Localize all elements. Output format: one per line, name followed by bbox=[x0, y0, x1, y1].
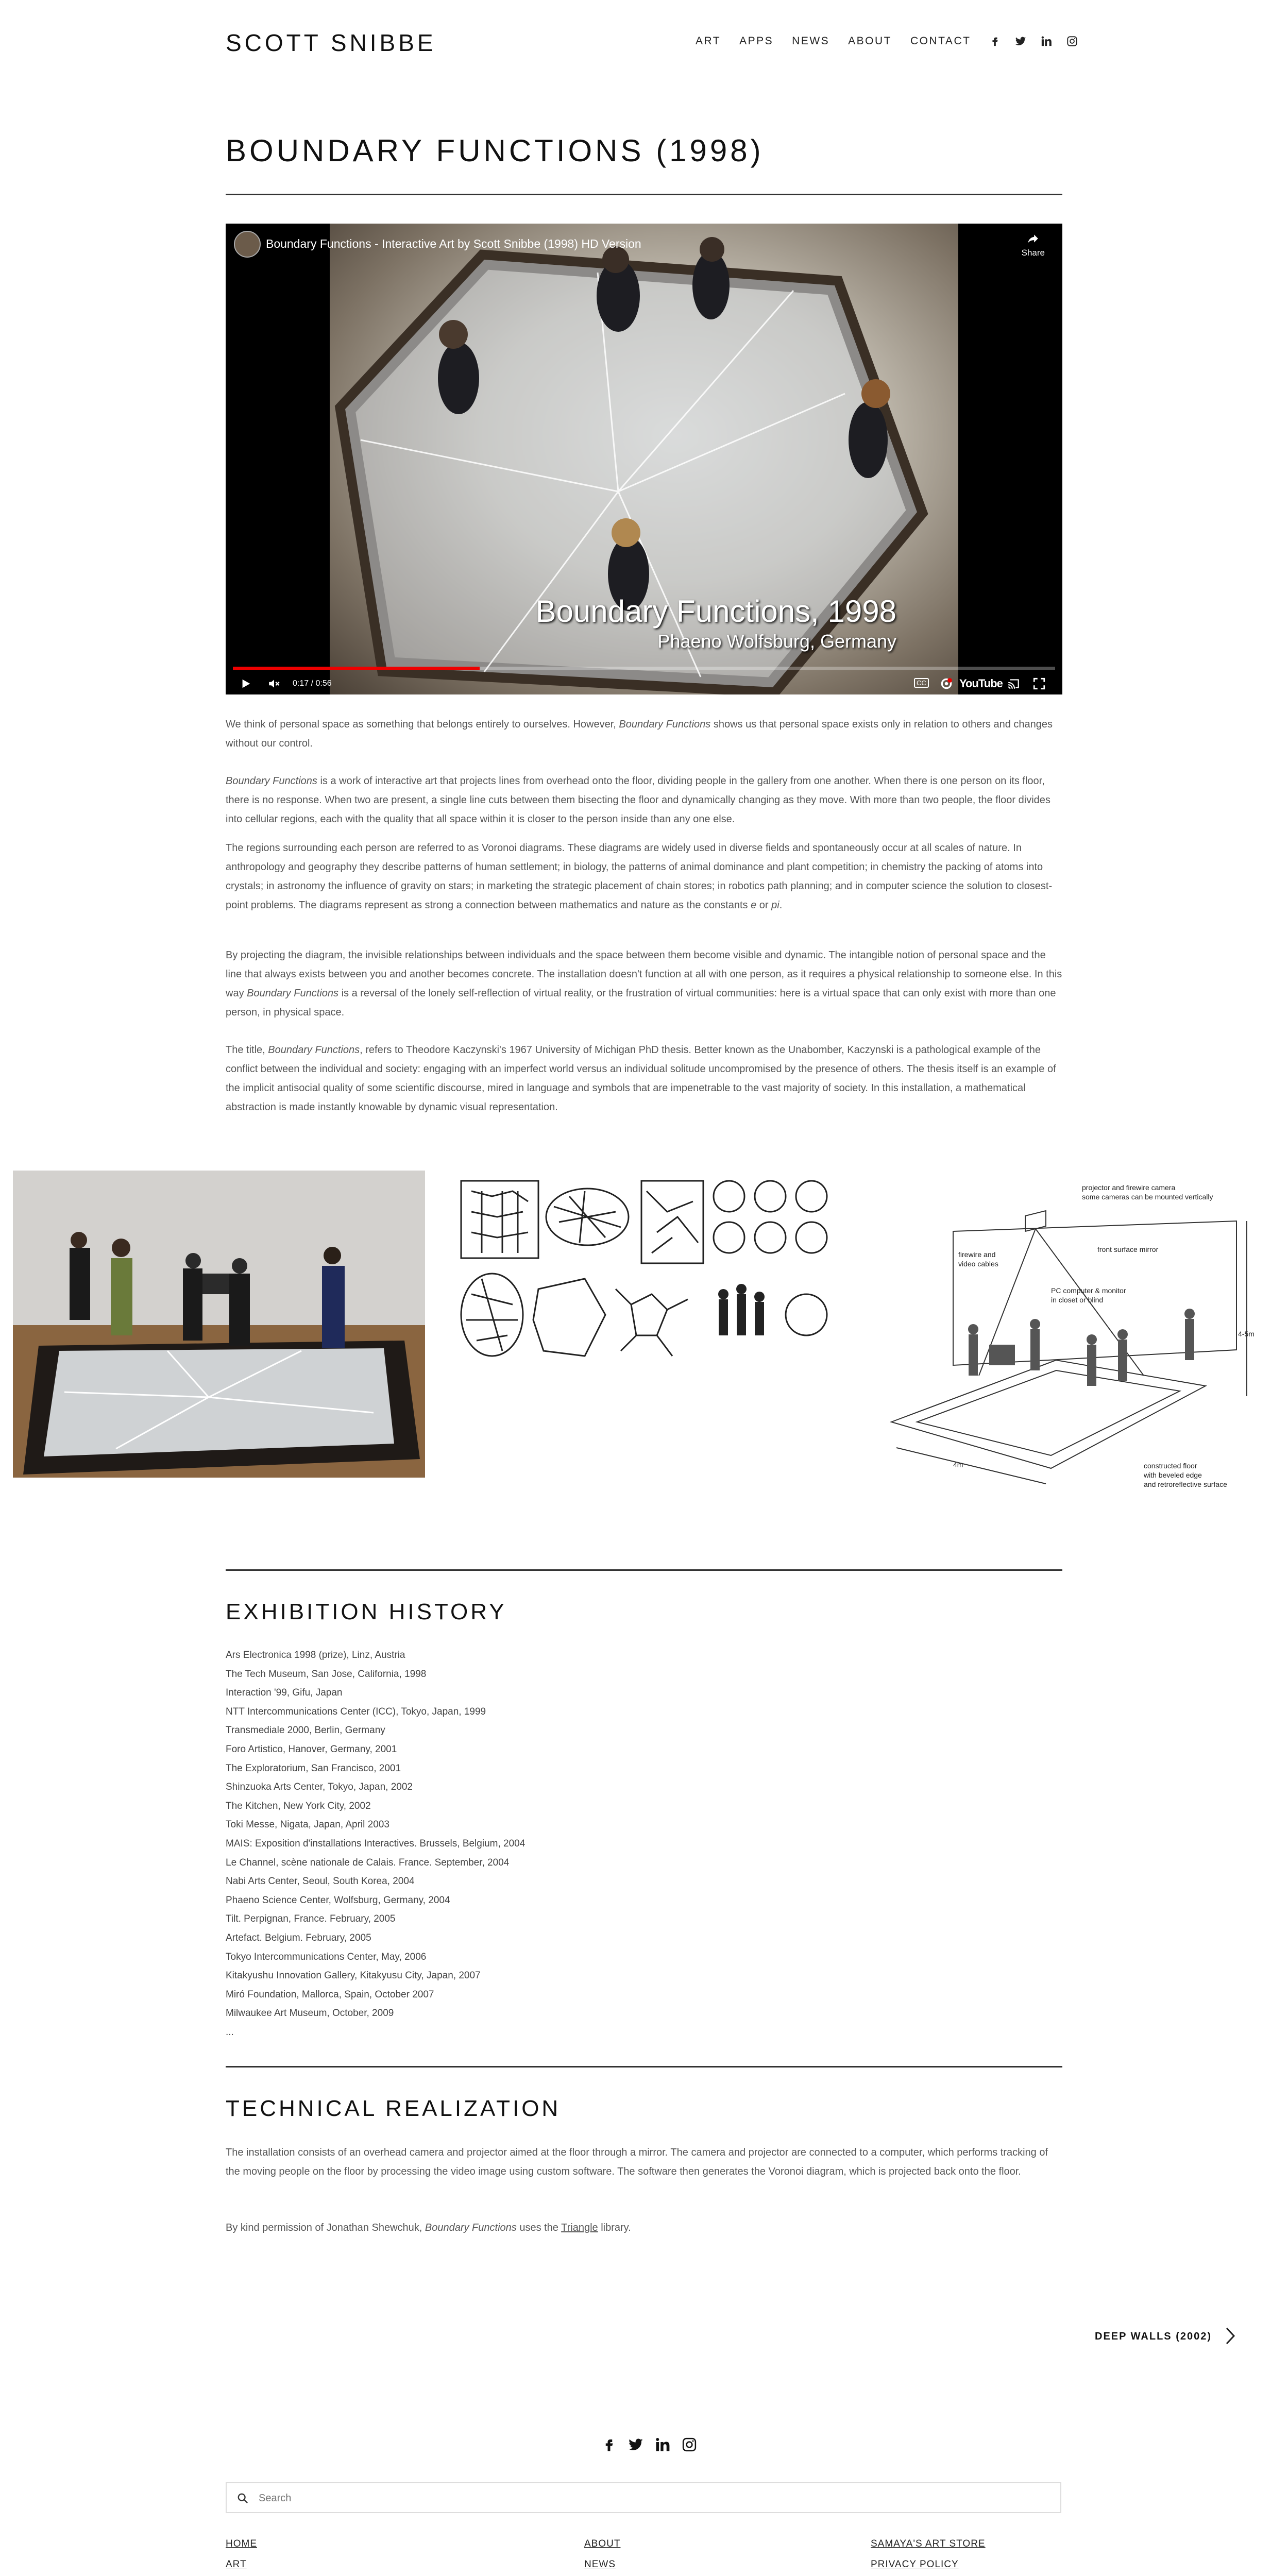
footer-link-item bbox=[871, 2554, 988, 2575]
exhibition-title: EXHIBITION HISTORY bbox=[226, 1599, 507, 1624]
main-nav bbox=[696, 35, 1092, 47]
exhibition-item: Tilt. Perpignan, France. February, 2005 bbox=[226, 1913, 396, 1925]
technical-paragraph-2: By kind permission of Jonathan Shewchuk, Boundary Functions uses the Triangle library. bbox=[226, 2222, 631, 2233]
diagram-label-width: 4m bbox=[953, 1461, 963, 1469]
facebook-icon[interactable] bbox=[989, 36, 1001, 47]
diagram-label-cables-1: firewire and bbox=[958, 1250, 996, 1259]
video-title[interactable]: Boundary Functions - Interactive Art by Scott Snibbe (1998) HD Version bbox=[266, 237, 641, 250]
title-divider bbox=[226, 194, 1062, 195]
footer-link[interactable]: ART bbox=[226, 2559, 247, 2570]
diagram-label-projector-2: some cameras can be mounted vertically bbox=[1082, 1193, 1213, 1201]
youtube-logo[interactable]: YouTube bbox=[959, 677, 1003, 690]
exhibition-item: Milwaukee Art Museum, October, 2009 bbox=[226, 2008, 394, 2019]
diagram-label-height: 4-5m bbox=[1238, 1330, 1255, 1338]
footer-link-item bbox=[226, 2554, 438, 2575]
footer-link[interactable]: PRIVACY POLICY bbox=[871, 2559, 959, 2570]
captions-button[interactable]: CC bbox=[914, 678, 929, 688]
share-button[interactable] bbox=[1022, 232, 1045, 258]
chevron-right-icon[interactable] bbox=[1225, 2327, 1235, 2345]
footer-link[interactable]: SAMAYA'S ART STORE bbox=[871, 2538, 986, 2549]
technical-paragraph-1: The installation consists of an overhead camera and projector aimed at the floor through a mirror. The camera and projector are connected to a computer, which performs tracking of the moving people on the floor by processing the video image using custom software. The software then generates the Voronoi diagram, which is projected back onto the floor. bbox=[226, 2147, 1048, 2177]
intro-paragraph-4: By projecting the diagram, the invisible relationships between individuals and the space between them become visible and dynamic. The intangible notion of personal space and the line that always exists between you and another becomes concrete. The installation doesn't function at all with one person, as it requires a physical relationship to someone else. In this way Boundary Functions is a reversal of the lonely self-reflection of virtual reality, or the frustration of virtual communities: here is a virtual space that can only exist with more than one person, in physical space. bbox=[226, 950, 1062, 1018]
technical-title: TECHNICAL REALIZATION bbox=[226, 2096, 561, 2121]
footer-link[interactable]: ABOUT bbox=[584, 2538, 621, 2549]
twitter-icon[interactable] bbox=[1015, 36, 1026, 47]
instagram-icon[interactable] bbox=[1066, 36, 1078, 47]
exhibition-item: Artefact. Belgium. February, 2005 bbox=[226, 1932, 371, 1943]
footer-search[interactable] bbox=[226, 2482, 1061, 2513]
search-input[interactable] bbox=[258, 2488, 1032, 2508]
footer-link-item bbox=[226, 2534, 438, 2554]
intro-paragraph-5: The title, Boundary Functions, refers to Theodore Kaczynski's 1967 University of Michigan PhD thesis. Better known as the Unabomber, Kaczynski is a pathological example of the conflict between the individual and society: engaging with an imperfect world versus an individual solitude uncompromised by the presence of others. The thesis itself is an example of the implicit antisocial quality of some scientific discourse, mired in language and symbols that are impenetrable to the vast majority of society. In this installation, a mathematical abstraction is made instantly knowable by dynamic visual representation. bbox=[226, 1044, 1056, 1113]
footer-link-item bbox=[584, 2534, 634, 2554]
settings-icon[interactable] bbox=[940, 677, 953, 690]
exhibition-item: Tokyo Intercommunications Center, May, 2006 bbox=[226, 1951, 427, 1962]
footer-column-1 bbox=[226, 2534, 438, 2576]
nav-news[interactable]: NEWS bbox=[792, 35, 830, 47]
diagram-label-floor-3: and retroreflective surface bbox=[1144, 1480, 1227, 1488]
video-progress-bar[interactable] bbox=[233, 667, 1055, 670]
exhibition-item: The Tech Museum, San Jose, California, 1998 bbox=[226, 1668, 427, 1680]
twitter-icon[interactable] bbox=[628, 2437, 643, 2452]
footer-link[interactable]: NEWS bbox=[584, 2559, 616, 2570]
exhibition-item: NTT Intercommunications Center (ICC), Tokyo, Japan, 1999 bbox=[226, 1706, 486, 1717]
exhibition-item: The Exploratorium, San Francisco, 2001 bbox=[226, 1762, 401, 1774]
video-progress-fill bbox=[233, 667, 480, 670]
triangle-link[interactable]: Triangle bbox=[561, 2222, 598, 2233]
diagram-label-pc-1: PC computer & monitor bbox=[1051, 1286, 1126, 1295]
exhibition-item: Le Channel, scène nationale de Calais. France. September, 2004 bbox=[226, 1857, 510, 1868]
exhibition-item: Interaction '99, Gifu, Japan bbox=[226, 1687, 343, 1699]
video-player[interactable] bbox=[226, 224, 1062, 694]
diagram-label-floor-2: with beveled edge bbox=[1144, 1471, 1202, 1479]
diagram-label-floor-1: constructed floor bbox=[1144, 1462, 1197, 1470]
installation-photo-scene bbox=[13, 1171, 425, 1478]
technical-divider bbox=[226, 2066, 1062, 2067]
exhibition-item: Phaeno Science Center, Wolfsburg, Germany, 2004 bbox=[226, 1894, 450, 1906]
exhibition-item: Miró Foundation, Mallorca, Spain, October 2007 bbox=[226, 1989, 434, 2000]
linkedin-icon[interactable] bbox=[655, 2437, 670, 2452]
search-icon bbox=[237, 2493, 248, 2504]
exhibition-list bbox=[226, 1646, 525, 2042]
nav-about[interactable]: ABOUT bbox=[848, 35, 892, 47]
diagram-label-projector: projector and firewire camera bbox=[1082, 1183, 1176, 1192]
installation-photo[interactable] bbox=[13, 1171, 425, 1478]
voronoi-examples-image[interactable] bbox=[451, 1171, 835, 1363]
intro-paragraph-2: Boundary Functions is a work of interactive art that projects lines from overhead onto the floor, dividing people in the gallery from one another. When there is one person on its floor, there is no response. When two are present, a single line cuts between them bisecting the floor and dynamically changing as they move. With more than two people, the floor divides into cellular regions, each with the quality that all space within it is closer to the person inside than any one else. bbox=[226, 775, 1050, 825]
facebook-icon[interactable] bbox=[601, 2437, 617, 2452]
diagram-label-cables-2: video cables bbox=[958, 1260, 998, 1268]
intro-paragraph-3: The regions surrounding each person are referred to as Voronoi diagrams. These diagrams are widely used in diverse fields and spontaneously occur at all scales of nature. In anthropology and geography they describe patterns of human settlement; in biology, the patterns of animal dominance and plant competition; in chemistry the packing of atoms into crystals; in astronomy the influence of gravity on stars; in marketing the strategic placement of chain stores; in robotics path planning; and in computer science the solution to closest-point problems. The diagrams represent as strong a connection between mathematics and nature as the constants e or pi. bbox=[226, 842, 1053, 911]
nav-apps[interactable]: APPS bbox=[739, 35, 774, 47]
exhibition-item: Shinzuoka Arts Center, Tokyo, Japan, 2002 bbox=[226, 1782, 413, 1793]
intro-paragraph-1: We think of personal space as something that belongs entirely to ourselves. However, Boundary Functions shows us that personal space exists only in relation to others and changes without our control. bbox=[226, 719, 1053, 749]
installation-diagram[interactable] bbox=[876, 1180, 1267, 1499]
share-label: Share bbox=[1021, 248, 1045, 258]
video-overlay-title: Boundary Functions, 1998 bbox=[535, 594, 896, 629]
exhibition-item: Toki Messe, Nigata, Japan, April 2003 bbox=[226, 1819, 389, 1831]
exhibition-item: Kitakyushu Innovation Gallery, Kitakyusu City, Japan, 2007 bbox=[226, 1970, 481, 1981]
exhibition-item: MAIS: Exposition d'installations Interactives. Brussels, Belgium, 2004 bbox=[226, 1838, 526, 1849]
footer-social bbox=[601, 2437, 697, 2452]
footer-link-item bbox=[871, 2534, 988, 2554]
installation-diagram-drawing bbox=[876, 1180, 1267, 1499]
exhibition-item: Ars Electronica 1998 (prize), Linz, Austria bbox=[226, 1650, 405, 1660]
share-icon bbox=[1026, 232, 1040, 245]
fullscreen-icon[interactable] bbox=[1032, 677, 1046, 690]
exhibition-item: Transmediale 2000, Berlin, Germany bbox=[226, 1725, 385, 1736]
diagram-label-pc-2: in closet or blind bbox=[1051, 1296, 1104, 1304]
footer-link-item bbox=[584, 2554, 634, 2575]
channel-avatar[interactable] bbox=[234, 231, 261, 258]
exhibition-item: Nabi Arts Center, Seoul, South Korea, 2004 bbox=[226, 1876, 415, 1887]
play-icon[interactable] bbox=[240, 678, 251, 689]
exhibition-item: ... bbox=[226, 2026, 234, 2038]
site-logo[interactable]: SCOTT SNIBBE bbox=[226, 29, 436, 56]
linkedin-icon[interactable] bbox=[1041, 36, 1052, 47]
mute-icon[interactable] bbox=[267, 677, 281, 690]
page-title: BOUNDARY FUNCTIONS (1998) bbox=[226, 133, 764, 168]
exhibition-item: Foro Artistico, Hanover, Germany, 2001 bbox=[226, 1743, 397, 1755]
footer-link[interactable]: HOME bbox=[226, 2538, 257, 2549]
instagram-icon[interactable] bbox=[682, 2437, 697, 2452]
cast-icon[interactable] bbox=[1007, 677, 1021, 690]
nav-contact[interactable]: CONTACT bbox=[910, 35, 971, 47]
exhibition-divider bbox=[226, 1569, 1062, 1571]
voronoi-examples-drawing bbox=[451, 1171, 835, 1363]
nav-art[interactable]: ART bbox=[696, 35, 721, 47]
footer-column-3 bbox=[871, 2534, 988, 2576]
next-project-link[interactable]: DEEP WALLS (2002) bbox=[1095, 2331, 1212, 2342]
diagram-label-mirror: front surface mirror bbox=[1097, 1245, 1159, 1253]
video-controls bbox=[226, 673, 1062, 694]
video-time: 0:17 / 0:56 bbox=[293, 679, 332, 688]
exhibition-item: The Kitchen, New York City, 2002 bbox=[226, 1800, 371, 1811]
video-overlay-subtitle: Phaeno Wolfsburg, Germany bbox=[657, 631, 896, 652]
footer-column-2 bbox=[584, 2534, 634, 2576]
